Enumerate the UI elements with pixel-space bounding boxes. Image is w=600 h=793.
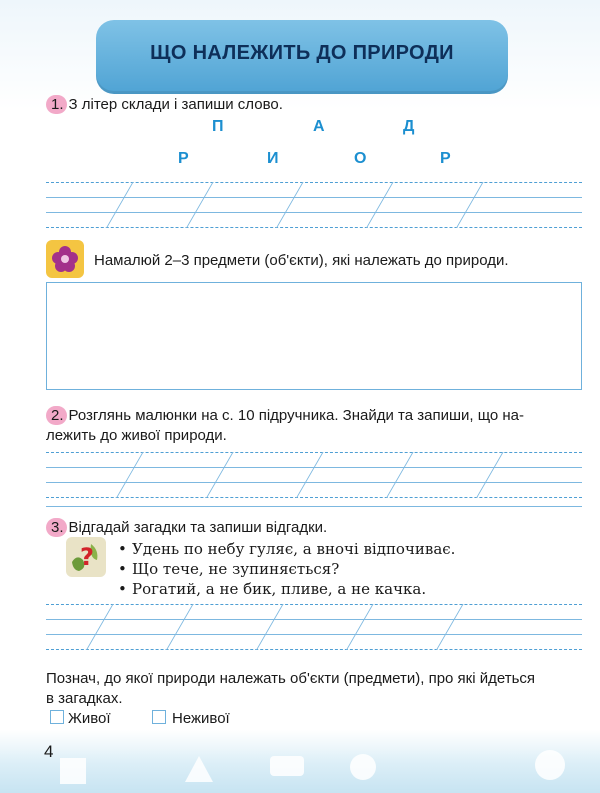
page-number: 4 — [44, 742, 54, 761]
circle-shape — [350, 754, 376, 780]
riddle-text: Що тече, не зупиняється? — [132, 560, 340, 578]
page-title: ЩО НАЛЕЖИТЬ ДО ПРИРОДИ — [150, 42, 454, 64]
flower-icon — [46, 240, 84, 278]
triangle-shape — [185, 756, 213, 782]
bottom-background — [0, 730, 600, 793]
task2-number: 2. — [46, 406, 67, 425]
rectangle-shape — [270, 756, 304, 776]
task1-writing-lines[interactable] — [46, 182, 582, 228]
classify-text-line1: Познач, до якої природи належать об'єкти (предмети), про які йдеться — [46, 670, 536, 687]
draw-task-text: Намалюй 2–3 предмети (об'єкти), які належать до природи. — [94, 252, 509, 269]
riddle-2 — [118, 560, 339, 578]
task3-heading — [46, 518, 327, 537]
square-shape — [60, 758, 86, 784]
letters-top-row — [0, 118, 600, 142]
living-label: Живої — [68, 710, 111, 727]
letter: И — [267, 150, 279, 167]
letter: А — [313, 118, 325, 135]
task2-line2: лежить до живої природи. — [46, 427, 227, 444]
bullet: • — [118, 560, 127, 578]
letter: Р — [178, 150, 189, 167]
task3-number: 3. — [46, 518, 67, 537]
letter: Д — [403, 118, 415, 135]
riddle-1 — [118, 540, 455, 558]
task1-number: 1. — [46, 95, 67, 114]
bullet: • — [118, 580, 127, 598]
question-puzzle-icon — [66, 537, 106, 577]
task2-heading — [46, 406, 524, 425]
task2-line1: Розглянь малюнки на с. 10 підручника. Знайди та запиши, що на- — [68, 407, 525, 424]
riddle-text: Рогатий, а не бик, пливе, а не качка. — [132, 580, 427, 598]
letter: Р — [440, 150, 451, 167]
task2-writing-lines-1[interactable] — [46, 452, 582, 498]
task3-writing-lines[interactable] — [46, 604, 582, 650]
letter: П — [212, 118, 224, 135]
living-checkbox[interactable] — [50, 710, 64, 724]
letter: О — [354, 150, 367, 167]
nonliving-checkbox[interactable] — [152, 710, 166, 724]
task1-text: З літер склади і запиши слово. — [68, 96, 283, 113]
task1-heading — [46, 95, 283, 114]
bullet: • — [118, 540, 127, 558]
svg-text:?: ? — [80, 543, 94, 571]
letters-bottom-row — [0, 150, 600, 174]
nonliving-label: Неживої — [172, 710, 230, 727]
large-circle-shape — [535, 750, 565, 780]
drawing-area[interactable] — [46, 282, 582, 390]
riddle-text: Удень по небу гуляє, а вночі відпочиває. — [132, 540, 456, 558]
task3-text: Відгадай загадки та запиши відгадки. — [68, 519, 328, 536]
task2-writing-lines-2[interactable] — [46, 498, 582, 514]
riddle-3 — [118, 580, 426, 598]
classify-text-line2: в загадках. — [46, 690, 123, 707]
